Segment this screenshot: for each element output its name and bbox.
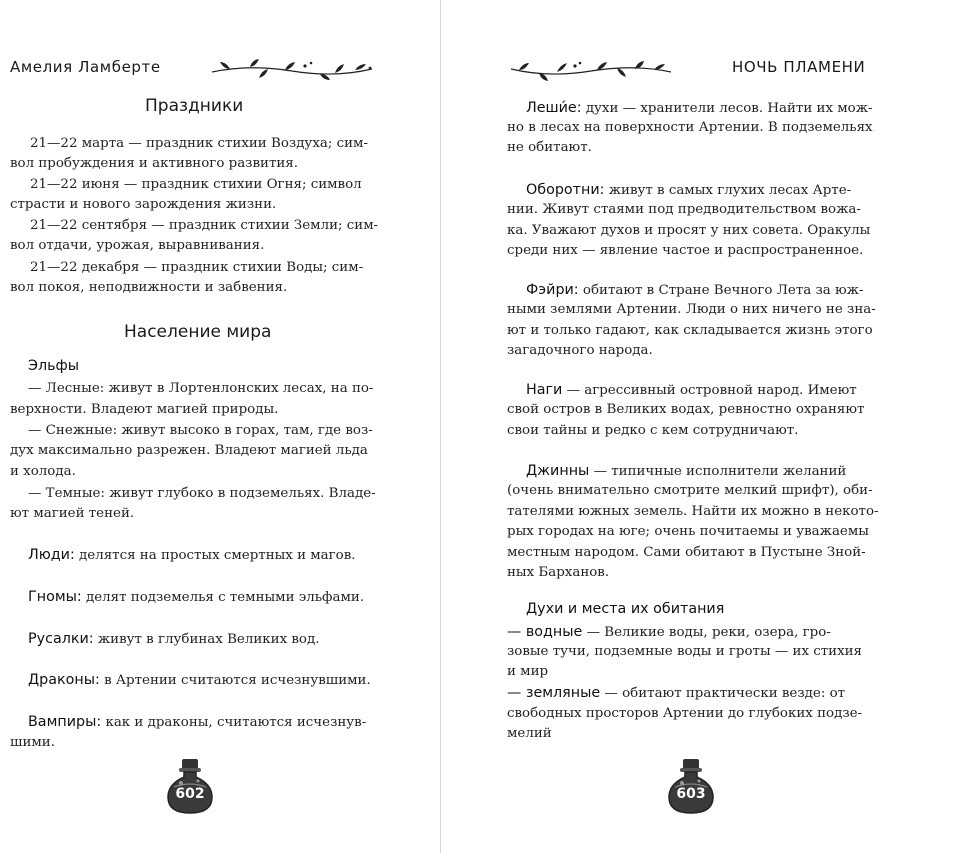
creature-line: не обитают.	[507, 140, 592, 155]
page-number-badge-right	[666, 757, 716, 815]
elves-line: верхности. Владеют магией природы.	[10, 402, 279, 417]
holiday-line: вол пробуждения и активного развития.	[10, 156, 298, 171]
spirit-line: мелий	[507, 726, 552, 741]
creature-line: рых городах на юге; очень почитаемы и уважаемы	[507, 524, 869, 539]
race-desc: в Артении считаются исчезнувшими.	[104, 673, 371, 688]
holiday-line: 21—22 сентября — праздник стихии Земли; сим-	[30, 218, 379, 233]
race-term: Вампиры:	[28, 714, 102, 730]
spirits-title: Духи и места их обитания	[526, 601, 725, 617]
creature-line: ными землями Артении. Люди о них ничего не зна-	[507, 302, 876, 317]
creature-entry	[526, 380, 857, 400]
race-desc: делятся на простых смертных и магов.	[79, 548, 356, 563]
creature-term: Джинны	[526, 463, 590, 479]
creature-line: ных Барханов.	[507, 565, 610, 580]
holiday-line: вол покоя, неподвижности и забвения.	[10, 280, 288, 295]
creature-term: Фэйри:	[526, 282, 579, 298]
creature-line: свои тайны и редко с кем сотрудничают.	[507, 423, 799, 438]
creature-entry	[526, 98, 873, 118]
creature-desc: духи — хранители лесов. Найти их мож-	[585, 101, 873, 116]
floral-ornament-icon	[210, 58, 375, 82]
race-desc: делят подземелья с темными эльфами.	[85, 590, 365, 605]
running-head-title: НОЧЬ ПЛАМЕНИ	[732, 58, 866, 76]
creature-desc: — типичные исполнители желаний	[593, 464, 847, 479]
race-term: Гномы:	[28, 589, 82, 605]
holiday-line: страсти и нового зарождения жизни.	[10, 197, 277, 212]
spirit-line: и мир	[507, 664, 549, 679]
section-title-holidays: Праздники	[145, 96, 244, 116]
floral-ornament-icon	[509, 58, 674, 82]
spirit-entry	[507, 622, 831, 642]
holiday-line: 21—22 марта — праздник стихии Воздуха; сим-	[30, 136, 368, 151]
race-term: Люди:	[28, 547, 75, 563]
creature-entry	[526, 461, 846, 481]
creature-line: нии. Живут стаями под предводительством вожа-	[507, 202, 861, 217]
creature-term: Оборотни:	[526, 182, 605, 198]
race-desc: живут в глубинах Великих вод.	[97, 632, 320, 647]
race-desc: как и драконы, считаются исчезнув-	[105, 715, 367, 730]
elves-line: — Снежные: живут высоко в горах, там, где воз-	[28, 423, 373, 438]
race-entry-gnomes	[28, 587, 364, 607]
running-head-author: Амелия Ламберте	[10, 58, 161, 76]
creature-line: местным народом. Сами обитают в Пустыне Зной-	[507, 545, 866, 560]
spirit-line: свободных просторов Артении до глубоких подзе-	[507, 706, 863, 721]
creature-entry	[526, 280, 864, 300]
creature-desc: — агрессивный островной народ. Имеют	[566, 383, 857, 398]
creature-line: свой остров в Великих водах, ревностно охраняют	[507, 402, 865, 417]
race-entry-humans	[28, 545, 356, 565]
creature-line: тателями южных земель. Найти их можно в некото-	[507, 504, 879, 519]
elves-line: ют магией теней.	[10, 506, 135, 521]
page-number-badge-left	[165, 757, 215, 815]
spirit-line: зовые тучи, подземные воды и гроты — их стихия	[507, 644, 863, 659]
race-entry-dragons	[28, 670, 371, 690]
creature-line: но в лесах на поверхности Артении. В подземельях	[507, 120, 873, 135]
creature-line: среди них — явление частое и распространенное.	[507, 243, 864, 258]
holiday-line: 21—22 июня — праздник стихии Огня; символ	[30, 177, 362, 192]
race-term: Драконы:	[28, 672, 100, 688]
creature-line: ка. Уважают духов и просят у них совета. Оракулы	[507, 223, 871, 238]
holiday-line: 21—22 декабря — праздник стихии Воды; сим-	[30, 260, 364, 275]
page-number-right: 603	[676, 786, 706, 802]
page-number-left: 602	[175, 786, 205, 802]
elves-line: и холода.	[10, 464, 76, 479]
creature-line: (очень внимательно смотрите мелкий шрифт), оби-	[507, 483, 873, 498]
elves-line: дух максимально разрежен. Владеют магией льда	[10, 443, 368, 458]
race-term: Русалки:	[28, 631, 94, 647]
creature-entry	[526, 180, 851, 200]
spirit-entry	[507, 683, 845, 703]
creature-desc: живут в самых глухих лесах Арте-	[608, 183, 852, 198]
creature-term: Леши́е:	[526, 100, 582, 116]
creature-desc: обитают в Стране Вечного Лета за юж-	[582, 283, 864, 298]
creature-term: Наги	[526, 382, 563, 398]
race-desc-continuation: шими.	[10, 735, 55, 750]
spirit-desc: — Великие воды, реки, озера, гро-	[586, 625, 831, 640]
spirit-term: — водные	[507, 624, 583, 640]
creature-line: ют и только гадают, как складывается жизнь этого	[507, 323, 873, 338]
spirit-desc: — обитают практически везде: от	[604, 686, 846, 701]
race-entry-vampires	[28, 712, 366, 732]
spirit-term: — земляные	[507, 685, 601, 701]
elves-line: — Темные: живут глубоко в подземельях. Владе-	[28, 486, 376, 501]
creature-line: загадочного народа.	[507, 343, 653, 358]
elves-line: — Лесные: живут в Лортенлонских лесах, на по-	[28, 381, 374, 396]
right-page	[441, 0, 972, 853]
section-title-population: Население мира	[124, 322, 272, 342]
race-entry-mermaids	[28, 629, 320, 649]
holiday-line: вол отдачи, урожая, выравнивания.	[10, 238, 265, 253]
left-page	[0, 0, 440, 853]
elves-title: Эльфы	[28, 358, 80, 374]
